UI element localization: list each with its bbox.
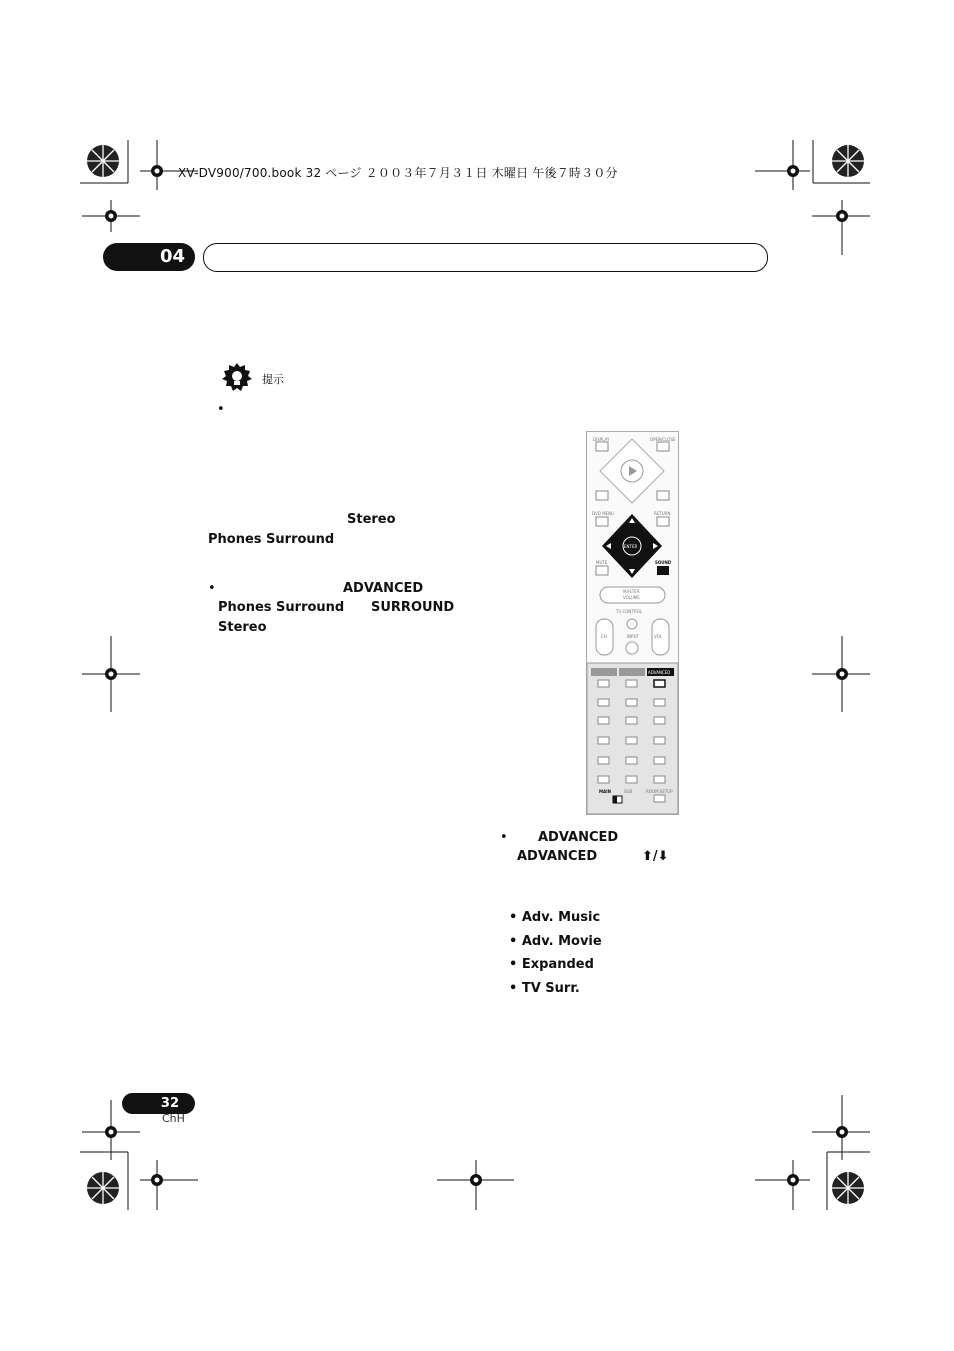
remote-master-label: MASTER (623, 589, 640, 594)
remote-advanced-label: ADVANCED (648, 670, 671, 675)
remote-ch-label: CH (601, 634, 607, 639)
tip-label: 提示 (262, 373, 284, 386)
mode-item: • Adv. Movie (509, 933, 602, 949)
advanced-label: ADVANCED (538, 830, 619, 845)
remote-dvd-menu-label: DVD MENU (592, 511, 614, 516)
bullet-marker: • (500, 830, 508, 845)
stereo-label: Stereo (218, 620, 267, 635)
mode-item: • Expanded (509, 957, 594, 972)
file-info-header: XV-DV900/700.book 32 ページ ２００３年７月３１日 木曜日 午後７時３０分 (178, 166, 618, 180)
remote-sub-label: SUB (624, 789, 633, 794)
language-code: ChH (162, 1112, 185, 1125)
mode-item-label: Adv. Movie (521, 933, 602, 949)
page-number: 32 (160, 1096, 179, 1111)
mode-item: • TV Surr. (509, 980, 580, 996)
remote-tv-control-label: TV CONTROL (616, 609, 642, 614)
stereo-label: Stereo (347, 512, 396, 527)
remote-open-close-label: OPEN/CLOSE (650, 437, 676, 442)
remote-room-setup-label: ROOM SETUP (646, 789, 673, 794)
chapter-tab (103, 243, 195, 271)
mode-item-label: Expanded (521, 957, 594, 972)
lightbulb-tip-icon (221, 362, 253, 392)
bullet-marker: • (208, 581, 216, 596)
mode-item: • Adv. Music (509, 910, 601, 925)
up-down-arrows: ⬆/⬇ (642, 849, 669, 864)
remote-main-label: MAIN (599, 789, 611, 794)
surround-label: SURROUND (371, 600, 455, 615)
phones-surround-label: Phones Surround (218, 600, 345, 615)
phones-surround-label: Phones Surround (208, 532, 335, 547)
remote-vol-label: VOL (654, 634, 663, 639)
chapter-number: 04 (159, 246, 185, 267)
remote-body (586, 431, 679, 815)
remote-return-label: RETURN (654, 511, 671, 516)
remote-enter-label: ENTER (624, 544, 638, 549)
remote-control-illustration (586, 431, 679, 815)
advanced-label: ADVANCED (343, 581, 424, 596)
advanced-label: ADVANCED (517, 849, 598, 864)
remote-mute-label: MUTE (596, 560, 608, 565)
chapter-title-box (203, 243, 768, 272)
page-number-tab (122, 1093, 195, 1114)
remote-sound-label: SOUND (655, 560, 672, 565)
mode-item-label: Adv. Music (521, 910, 601, 925)
remote-input-label: INPUT (627, 634, 639, 639)
remote-volume-label: VOLUME (623, 595, 640, 600)
remote-display-label: DISPLAY (593, 437, 610, 442)
bullet-marker: • (217, 402, 225, 417)
mode-list (509, 910, 602, 1004)
mode-item-label: TV Surr. (521, 980, 580, 996)
